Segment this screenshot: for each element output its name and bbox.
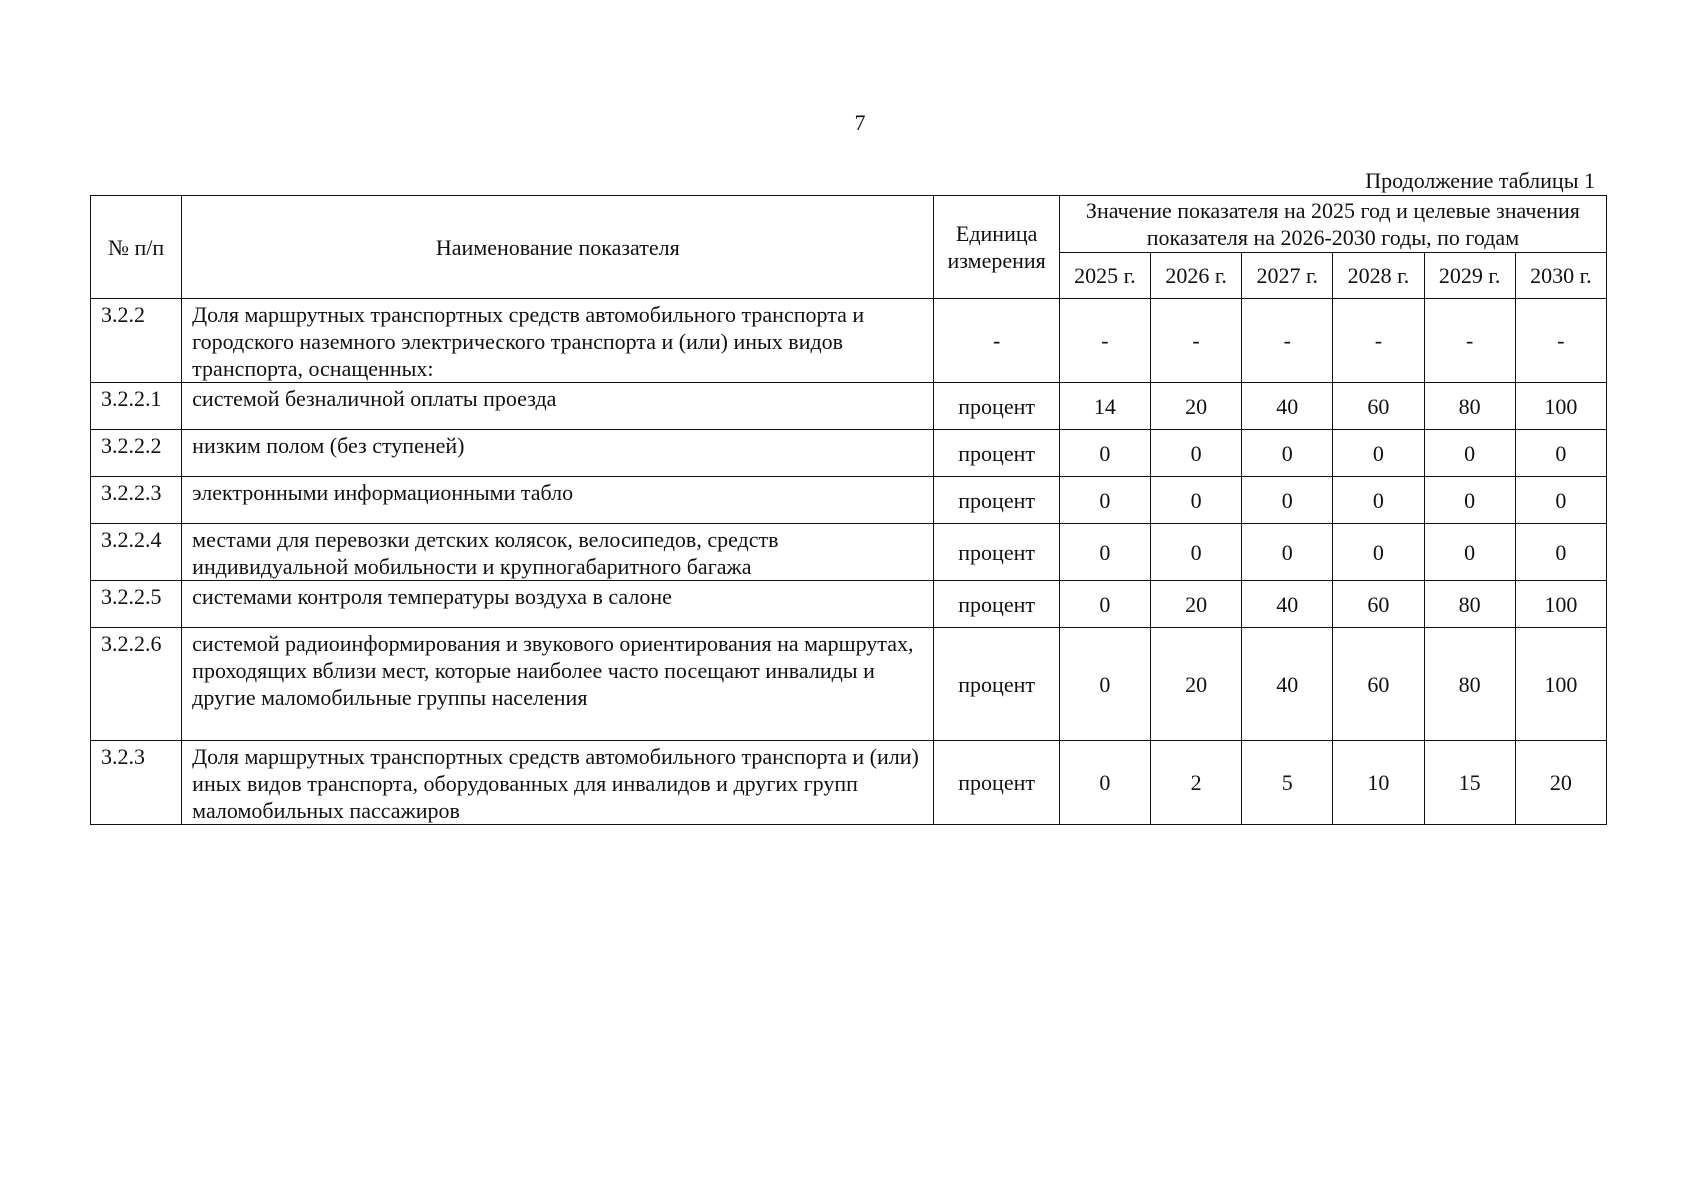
row-value: 0 <box>1059 477 1150 524</box>
row-value: 0 <box>1515 477 1606 524</box>
row-num: 3.2.2 <box>91 299 182 383</box>
row-value: 0 <box>1059 741 1150 825</box>
row-name: системами контроля температуры воздуха в салоне <box>182 581 934 628</box>
row-unit: - <box>934 299 1059 383</box>
table-row <box>91 430 1607 477</box>
row-value: 80 <box>1424 383 1515 430</box>
row-name: низким полом (без ступеней) <box>182 430 934 477</box>
row-unit: процент <box>934 383 1059 430</box>
row-value: 0 <box>1059 524 1150 581</box>
row-unit: процент <box>934 477 1059 524</box>
header-values-group: Значение показателя на 2025 год и целевые значения показателя на 2026-2030 годы, по годам <box>1059 196 1606 253</box>
row-value: 0 <box>1333 430 1424 477</box>
indicators-table <box>90 195 1607 825</box>
header-year: 2026 г. <box>1151 253 1242 299</box>
row-unit: процент <box>934 524 1059 581</box>
row-value: 0 <box>1515 430 1606 477</box>
table-continuation-label: Продолжение таблицы 1 <box>1365 168 1595 193</box>
table-header <box>91 196 1607 299</box>
table-row <box>91 581 1607 628</box>
row-num: 3.2.2.6 <box>91 628 182 741</box>
row-num: 3.2.2.2 <box>91 430 182 477</box>
row-value: 60 <box>1333 383 1424 430</box>
row-name: Доля маршрутных транспортных средств автомобильного транспорта и (или) иных видов транспорта, оборудованных для инвалидов и других групп маломобильных пассажиров <box>182 741 934 825</box>
row-value: 0 <box>1333 524 1424 581</box>
row-value: - <box>1424 299 1515 383</box>
row-value: 40 <box>1242 628 1333 741</box>
row-value: 15 <box>1424 741 1515 825</box>
row-value: 100 <box>1515 383 1606 430</box>
row-value: 20 <box>1151 581 1242 628</box>
row-value: 0 <box>1424 524 1515 581</box>
row-value: 20 <box>1515 741 1606 825</box>
row-value: 20 <box>1151 628 1242 741</box>
row-value: 40 <box>1242 581 1333 628</box>
row-value: 10 <box>1333 741 1424 825</box>
row-value: 60 <box>1333 581 1424 628</box>
row-value: 80 <box>1424 628 1515 741</box>
row-value: 0 <box>1242 524 1333 581</box>
header-year: 2029 г. <box>1424 253 1515 299</box>
row-value: 5 <box>1242 741 1333 825</box>
row-value: 0 <box>1151 477 1242 524</box>
row-value: 0 <box>1059 430 1150 477</box>
row-value: 2 <box>1151 741 1242 825</box>
table-row <box>91 383 1607 430</box>
row-name: системой радиоинформирования и звукового ориентирования на маршрутах, проходящих вблизи мест, которые наиболее часто посещают инвалиды и другие маломобильные группы населения <box>182 628 934 741</box>
header-year: 2030 г. <box>1515 253 1606 299</box>
table-row <box>91 628 1607 741</box>
row-value: 0 <box>1515 524 1606 581</box>
row-name: системой безналичной оплаты проезда <box>182 383 934 430</box>
row-value: 60 <box>1333 628 1424 741</box>
header-unit: Единица измерения <box>934 196 1059 299</box>
row-value: 0 <box>1424 477 1515 524</box>
row-value: 0 <box>1424 430 1515 477</box>
row-num: 3.2.2.4 <box>91 524 182 581</box>
header-num: № п/п <box>91 196 182 299</box>
row-value: - <box>1515 299 1606 383</box>
row-value: 0 <box>1059 628 1150 741</box>
row-value: 40 <box>1242 383 1333 430</box>
page-number: 7 <box>854 110 866 135</box>
row-num: 3.2.2.1 <box>91 383 182 430</box>
table-row <box>91 741 1607 825</box>
row-name: местами для перевозки детских колясок, велосипедов, средств индивидуальной мобильности и крупногабаритного багажа <box>182 524 934 581</box>
table-row <box>91 299 1607 383</box>
row-num: 3.2.2.5 <box>91 581 182 628</box>
row-name: Доля маршрутных транспортных средств автомобильного транспорта и городского наземного электрического транспорта и (или) иных видов транспорта, оснащенных: <box>182 299 934 383</box>
row-num: 3.2.2.3 <box>91 477 182 524</box>
row-value: 0 <box>1242 430 1333 477</box>
header-name: Наименование показателя <box>182 196 934 299</box>
row-value: 0 <box>1151 524 1242 581</box>
header-year: 2025 г. <box>1059 253 1150 299</box>
table-row <box>91 524 1607 581</box>
row-value: - <box>1151 299 1242 383</box>
table-body <box>91 299 1607 825</box>
header-year: 2028 г. <box>1333 253 1424 299</box>
row-value: 100 <box>1515 581 1606 628</box>
row-value: 0 <box>1059 581 1150 628</box>
row-unit: процент <box>934 430 1059 477</box>
row-value: - <box>1059 299 1150 383</box>
row-num: 3.2.3 <box>91 741 182 825</box>
row-value: 0 <box>1333 477 1424 524</box>
row-value: - <box>1242 299 1333 383</box>
row-value: - <box>1333 299 1424 383</box>
row-value: 0 <box>1242 477 1333 524</box>
row-value: 100 <box>1515 628 1606 741</box>
row-value: 14 <box>1059 383 1150 430</box>
row-unit: процент <box>934 581 1059 628</box>
row-value: 20 <box>1151 383 1242 430</box>
row-name: электронными информационными табло <box>182 477 934 524</box>
row-unit: процент <box>934 741 1059 825</box>
row-value: 80 <box>1424 581 1515 628</box>
row-unit: процент <box>934 628 1059 741</box>
table-row <box>91 477 1607 524</box>
header-year: 2027 г. <box>1242 253 1333 299</box>
row-value: 0 <box>1151 430 1242 477</box>
